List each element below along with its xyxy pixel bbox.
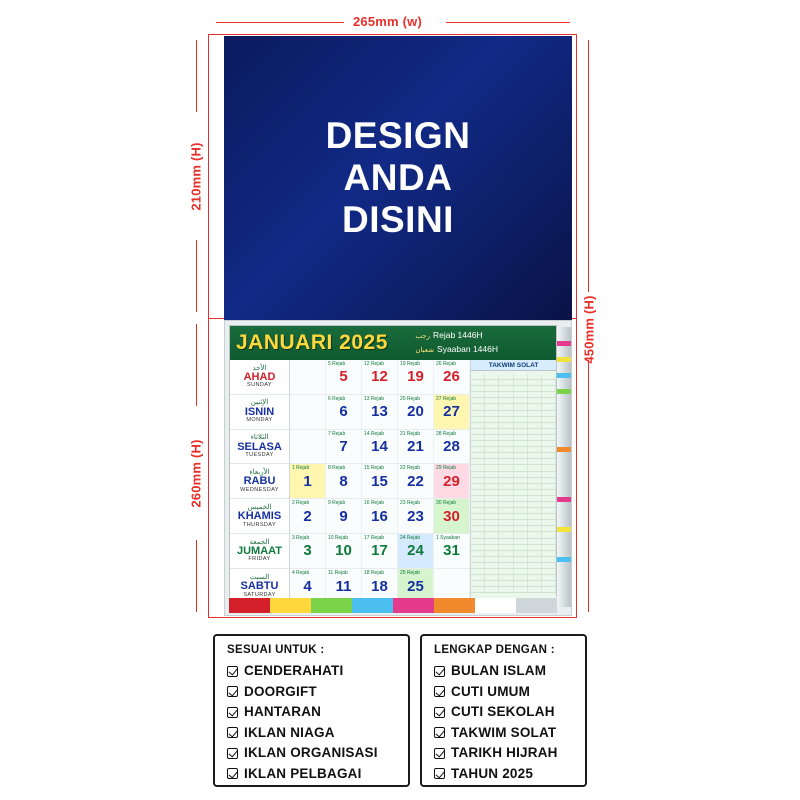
date-hijri: 30 Rejab [436, 500, 457, 507]
date-number: 14 [371, 437, 388, 455]
weekday-english: THURSDAY [242, 521, 277, 528]
dim-arrow-right-b [588, 360, 589, 612]
date-hijri: 17 Rejab [364, 534, 385, 541]
hijri-arabic-1: رجب [415, 333, 430, 340]
design-line-2: ANDA [343, 156, 453, 198]
info-left-item-label: IKLAN NIAGA [244, 724, 335, 740]
legend-color-strip [229, 598, 557, 613]
weekday-column [230, 360, 290, 604]
date-hijri: 12 Rejab [364, 361, 385, 367]
date-row [290, 395, 470, 430]
hijri-arabic-2: شعبان [415, 347, 435, 354]
info-right-item-label: CUTI SEKOLAH [451, 704, 555, 719]
design-line-3: DISINI [342, 199, 454, 241]
info-box-suitable-for [213, 634, 410, 787]
date-hijri: 21 Rejab [400, 430, 421, 437]
weekday-label: SABTU [240, 580, 279, 593]
info-right-item-1 [434, 661, 575, 682]
date-cell[interactable] [326, 534, 362, 568]
weekday-arabic: الثلاثاء [250, 434, 269, 442]
info-left-item-4 [227, 723, 398, 744]
dim-arrow-right-a [588, 40, 589, 292]
calendar-header [230, 326, 556, 360]
design-placeholder-text [326, 115, 471, 242]
date-hijri: 11 Rejab [328, 569, 348, 576]
weekday-label: ISNIN [244, 405, 275, 418]
date-cell[interactable] [398, 430, 434, 464]
check-icon [434, 707, 445, 718]
guide-right-vertical [576, 34, 577, 618]
hijri-months [415, 329, 498, 357]
date-cell[interactable] [398, 464, 434, 498]
date-number: 9 [339, 507, 348, 525]
weekday-arabic: الأحد [252, 364, 267, 372]
weekday-arabic: الجمعة [249, 538, 270, 546]
date-cell[interactable] [326, 499, 362, 533]
date-hijri: 29 Rejab [436, 465, 457, 472]
info-right-title: LENGKAP DENGAN : [434, 644, 555, 656]
weekday-english: MONDAY [246, 417, 273, 424]
info-left-item-label: DOORGIFT [244, 683, 317, 699]
date-number: 6 [339, 403, 348, 421]
calendar-month-title: JANUARI 2025 [236, 331, 388, 354]
date-hijri: 23 Rejab [400, 500, 421, 507]
weekday-khamis [230, 499, 289, 534]
date-hijri: 2 Rejab [292, 500, 310, 507]
date-cell[interactable] [362, 499, 398, 533]
weekday-selasa [230, 430, 289, 465]
hijri-month-2 [415, 343, 498, 357]
info-left-item-3 [227, 702, 398, 723]
dim-arrow-left-bottom-b [196, 540, 197, 612]
date-number: 13 [371, 403, 388, 421]
date-cell[interactable] [362, 534, 398, 568]
date-row [290, 464, 470, 499]
date-hijri: 28 Rejab [436, 430, 457, 437]
date-cell[interactable] [362, 360, 398, 394]
date-cell[interactable] [290, 464, 326, 498]
check-icon [227, 727, 238, 738]
date-cell[interactable] [434, 430, 470, 464]
date-cell[interactable] [398, 360, 434, 394]
date-number: 15 [371, 472, 388, 490]
date-hijri: 22 Rejab [400, 465, 421, 472]
date-number: 24 [407, 542, 424, 560]
info-left-item-1 [227, 661, 398, 682]
weekday-arabic: الخميس [247, 503, 272, 511]
info-right-item-label: BULAN ISLAM [451, 663, 547, 678]
weekday-label: AHAD [243, 370, 276, 383]
dim-height-left-top: 210mm (H) [188, 142, 204, 211]
check-icon [227, 666, 238, 677]
date-cell[interactable] [434, 534, 470, 568]
weekday-label: JUMAAT [236, 544, 282, 557]
date-number: 10 [335, 542, 352, 560]
weekday-ahad [230, 360, 289, 395]
info-right-item-3 [434, 702, 575, 723]
info-right-item-label: CUTI UMUM [451, 683, 531, 699]
weekday-jumaat [230, 534, 289, 569]
date-hijri: 9 Rejab [328, 500, 346, 507]
date-cell[interactable] [434, 464, 470, 498]
date-hijri: 16 Rejab [364, 500, 385, 507]
date-cell[interactable] [290, 430, 326, 464]
date-number: 31 [443, 542, 460, 560]
date-number: 20 [407, 403, 424, 421]
weekday-arabic: الأربعاء [249, 468, 270, 476]
weekday-label: KHAMIS [237, 510, 282, 523]
date-cell[interactable] [290, 360, 326, 394]
date-number: 23 [407, 507, 424, 525]
date-cell[interactable] [290, 499, 326, 533]
product-card [224, 36, 572, 616]
weekday-english: SUNDAY [247, 382, 272, 389]
date-number: 2 [303, 507, 312, 525]
date-hijri: 15 Rejab [364, 465, 385, 472]
date-hijri: 3 Rejab [292, 534, 310, 541]
calendar-body [230, 360, 556, 604]
date-number: 21 [407, 437, 424, 455]
date-hijri: 25 Rejab [400, 569, 421, 576]
guide-top-horizontal [208, 34, 576, 35]
date-cell[interactable] [398, 395, 434, 429]
date-cell[interactable] [326, 464, 362, 498]
date-hijri: 13 Rejab [364, 395, 385, 402]
date-cell[interactable] [362, 430, 398, 464]
weekday-english: TUESDAY [245, 452, 274, 459]
weekday-english: FRIDAY [248, 556, 271, 563]
info-right-item-label: TAKWIM SOLAT [451, 724, 557, 740]
date-number: 25 [407, 577, 424, 595]
info-right-item-6 [434, 764, 575, 785]
info-right-item-4 [434, 723, 575, 744]
dim-arrow-left-top [196, 40, 197, 112]
dim-width-top: 265mm (w) [353, 14, 422, 29]
info-left-item-label: HANTARAN [244, 704, 322, 719]
info-left-item-label: IKLAN PELBAGAI [244, 765, 362, 781]
date-number: 26 [443, 368, 460, 386]
check-icon [434, 768, 445, 779]
date-hijri: 1 Syaaban [436, 534, 460, 541]
date-cell[interactable] [398, 534, 434, 568]
hijri-label-2: Syaaban 1446H [437, 344, 498, 354]
weekday-arabic: السبت [249, 573, 270, 581]
date-number: 28 [443, 437, 460, 455]
date-cell[interactable] [398, 499, 434, 533]
calendar-page [229, 325, 557, 597]
info-right-item-label: TAHUN 2025 [451, 765, 534, 781]
date-number: 19 [407, 368, 424, 386]
date-cell[interactable] [326, 430, 362, 464]
check-icon [227, 707, 238, 718]
info-left-item-6 [227, 764, 398, 785]
date-row [290, 360, 470, 395]
dim-arrow-top-b [446, 22, 570, 23]
calendar-sheet [224, 320, 572, 616]
date-hijri: 1 Rejab [292, 465, 310, 472]
date-number: 5 [339, 368, 348, 386]
date-cell[interactable] [434, 360, 470, 394]
check-icon [434, 686, 445, 697]
check-icon [434, 666, 445, 677]
info-left-item-5 [227, 743, 398, 764]
check-icon [227, 686, 238, 697]
weekday-rabu [230, 464, 289, 499]
date-number: 7 [339, 437, 348, 455]
weekday-label: SELASA [237, 440, 282, 453]
date-hijri: 19 Rejab [400, 361, 421, 367]
info-right-item-2 [434, 682, 575, 703]
weekday-english: SATURDAY [243, 591, 276, 598]
date-cell[interactable] [290, 395, 326, 429]
date-hijri: 8 Rejab [328, 465, 346, 472]
page-edge-stack [555, 327, 571, 607]
date-hijri: 20 Rejab [400, 395, 421, 402]
date-hijri: 26 Rejab [436, 361, 457, 367]
date-number: 18 [371, 577, 388, 595]
date-number: 22 [407, 472, 424, 490]
weekday-english: WEDNESDAY [240, 486, 279, 493]
weekday-arabic: الإثنين [250, 399, 269, 407]
dim-arrow-left-top-b [196, 240, 197, 312]
date-number: 17 [371, 542, 388, 560]
date-number: 1 [303, 472, 312, 490]
date-number: 30 [443, 507, 460, 525]
check-icon [227, 768, 238, 779]
date-hijri: 6 Rejab [328, 395, 346, 402]
check-icon [227, 748, 238, 759]
date-hijri: 7 Rejab [328, 430, 346, 437]
date-cell[interactable] [434, 499, 470, 533]
takwim-solat-grid [471, 374, 556, 604]
date-hijri: 24 Rejab [400, 534, 421, 541]
weekday-isnin [230, 395, 289, 430]
date-hijri: 18 Rejab [364, 569, 385, 576]
hijri-label-1: Rejab 1446H [432, 330, 483, 340]
date-number: 12 [371, 368, 388, 386]
guide-bottom-horizontal [208, 617, 576, 618]
design-placeholder-area[interactable] [224, 36, 572, 320]
dim-arrow-left-bottom [196, 324, 197, 406]
check-icon [434, 727, 445, 738]
date-grid [290, 360, 470, 604]
date-cell[interactable] [326, 360, 362, 394]
info-left-item-label: CENDERAHATI [244, 663, 344, 678]
check-icon [434, 748, 445, 759]
date-cell[interactable] [434, 395, 470, 429]
hijri-month-1 [415, 329, 498, 343]
info-right-item-label: TARIKH HIJRAH [451, 745, 558, 760]
info-box-includes [420, 634, 587, 787]
date-number: 4 [303, 577, 312, 595]
date-number: 3 [303, 542, 312, 560]
date-row [290, 430, 470, 465]
date-number: 8 [339, 472, 348, 490]
date-number: 11 [335, 577, 352, 595]
dim-arrow-top-a [216, 22, 344, 23]
date-cell[interactable] [326, 395, 362, 429]
date-number: 27 [443, 403, 460, 421]
date-cell[interactable] [290, 534, 326, 568]
info-left-title: SESUAI UNTUK : [227, 644, 325, 656]
date-row [290, 499, 470, 534]
date-hijri: 5 Rejab [328, 361, 346, 367]
info-right-item-5 [434, 743, 575, 764]
date-cell[interactable] [362, 395, 398, 429]
dim-height-right: 450mm (H) [581, 295, 597, 364]
design-line-1: DESIGN [325, 114, 471, 156]
date-hijri: 14 Rejab [364, 430, 385, 437]
date-cell[interactable] [362, 464, 398, 498]
date-hijri: 27 Rejab [436, 395, 457, 402]
guide-left-vertical [208, 34, 209, 618]
weekday-label: RABU [243, 475, 276, 488]
info-left-item-label: IKLAN ORGANISASI [244, 745, 378, 760]
date-number: 16 [371, 507, 388, 525]
info-left-item-2 [227, 682, 398, 703]
date-row [290, 534, 470, 569]
date-hijri: 4 Rejab [292, 569, 310, 576]
dim-height-left-bottom: 260mm (H) [188, 439, 204, 508]
date-number: 29 [443, 472, 460, 490]
date-hijri: 10 Rejab [328, 534, 349, 541]
takwim-solat-header: TAKWIM SOLAT [471, 360, 556, 371]
takwim-solat-column [470, 360, 556, 604]
